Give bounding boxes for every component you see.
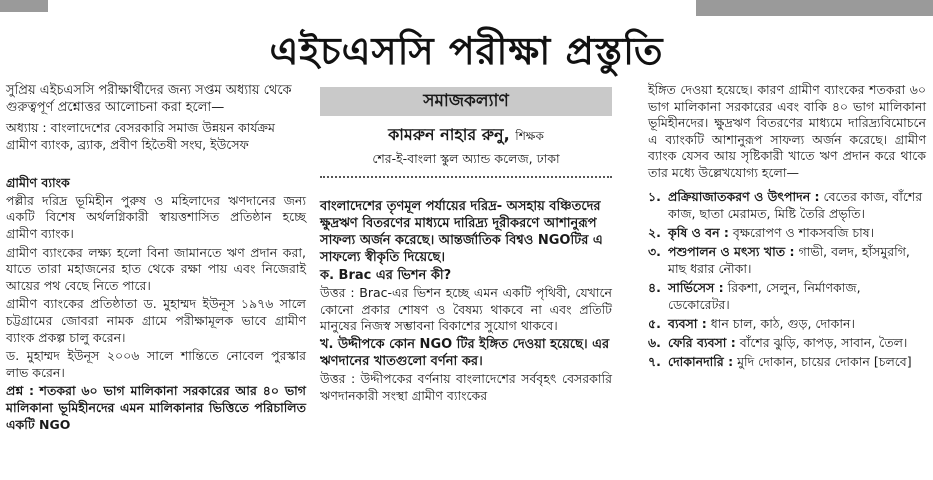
paragraph-2: গ্রামীণ ব্যাংকের লক্ষ্য হলো বিনা জামানতে ঋণ প্রদান করা, যাতে তারা মহাজনের হাত থেকে রক্ষা পায় এবং নিজেরাই আয়ের পথ বেছে নিতে পারে। [6, 244, 306, 293]
question-paragraph [6, 383, 306, 433]
answer-continuation: ইঙ্গিত দেওয়া হয়েছে। কারণ গ্রামীণ ব্যাংকের শতকরা ৬০ ভাগ মালিকানা সরকারের এবং বাকি ৪০ ভাগ মালিকানা ভূমিহীনদের। ক্ষুদ্রঋণ বিতরণের মাধ্যমে দারিদ্র্যবিমোচনে এ ব্যাংকটি আশানুরূপ সাফল্য অর্জন করেছে। গ্রামীণ ব্যাংক যেসব আয় সৃষ্টিকারী খাতে ঋণ প্রদান করে থাকে তার মধ্যে উল্লেখযোগ্য হলো— [648, 82, 926, 180]
paragraph-3: গ্রামীণ ব্যাংকের প্রতিষ্ঠাতা ড. মুহাম্মদ ইউনূস ১৯৭৬ সালে চট্টগ্রামের জোবরা নামক গ্রামে পরীক্ষামূলক ভাবে গ্রামীণ ব্যাংক প্রকল্প চালু করেন। [6, 296, 306, 345]
paragraph-1: পল্লীর দরিদ্র ভূমিহীন পুরুষ ও মহিলাদের ঋণদানের জন্য একটি বিশেষ অর্থলগ্নিকারী স্বায়ত্তশাসিত প্রতিষ্ঠান হচ্ছে গ্রামীণ ব্যাংক। [6, 192, 306, 241]
right-column [648, 82, 926, 372]
intro-text: সুপ্রিয় এইচএসসি পরীক্ষার্থীদের জন্য সপ্তম অধ্যায় থেকে গুরুত্বপূর্ণ প্রশ্নোত্তর আলোচনা করা হলো— [6, 83, 292, 115]
answer-ka: উত্তর : Brac-এর ভিশন হচ্ছে এমন একটি পৃথিবী, যেখানে কোনো প্রকার শোষণ ও বৈষম্য থাকবে না এবং প্রতিটি মানুষের নিজস্ব সম্ভাবনা বিকাশের সুযোগ থাকবে। [320, 285, 612, 334]
author-line [320, 124, 612, 147]
page-title: এইচএসসি পরীক্ষা প্রস্তুতি [269, 28, 664, 73]
list-item: ৩. পশুপালন ও মৎস্য খাত : গাভী, বলদ, হাঁসমুরগি, মাছ ধরার নৌকা। [648, 243, 910, 276]
list-item: ৭. দোকানদারি : মুদি দোকান, চায়ের দোকান [চলবে] [648, 353, 912, 369]
author-name: কামরুন নাহার রুনু, [388, 125, 510, 144]
question-kha: খ. উদ্দীপকে কোন NGO টির ইঙ্গিত দেওয়া হয়েছে। এর ঋণদানের খাতগুলো বর্ণনা কর। [320, 336, 610, 369]
question-text: শতকরা ৬০ ভাগ মালিকানা সরকারের আর ৪০ ভাগ মালিকানা ভূমিহীনদের এমন মালিকানার ভিত্তিতে পরিচালিত একটি NGO [6, 383, 306, 432]
header-decoration-right [696, 0, 933, 16]
subject-banner: সমাজকল্যাণ [320, 87, 612, 116]
list-item: ২. কৃষি ও বন : বৃক্ষরোপণ ও শাকসবজি চাষ। [648, 224, 875, 240]
loan-sector-list [648, 188, 926, 370]
left-column [6, 82, 306, 435]
school-name: শের-ই-বাংলা স্কুল অ্যান্ড কলেজ, ঢাকা [372, 151, 560, 166]
question-label: প্রশ্ন : [6, 383, 35, 399]
list-item: ১. প্রক্রিয়াজাতকরণ ও উৎপাদন : বেতের কাজ, বাঁশের কাজ, ছাতা মেরামত, মিষ্টি তৈরি প্রভৃতি। [648, 188, 923, 221]
answer-kha: উত্তর : উদ্দীপকের বর্ণনায় বাংলাদেশের সর্ববৃহৎ বেসরকারি ঋণদানকারী সংস্থা গ্রামীণ ব্যাংকের [320, 371, 612, 403]
list-item: ৪. সার্ভিসেস : রিকশা, সেলুন, নির্মাণকাজ, ডেকোরেটর। [648, 279, 861, 312]
list-item: ৬. ফেরি ব্যবসা : বাঁশের ঝুড়ি, কাপড়, সাবান, তৈল। [648, 334, 908, 350]
stimulus-text: বাংলাদেশের তৃণমূল পর্যায়ের দরিদ্র- অসহায় বঞ্চিতদের ক্ষুদ্রঋণ বিতরণের মাধ্যমে দারিদ্র্য দূরীকরণে আশানুরূপ সাফল্য অর্জন করেছে। আন্তর্জাতিক বিশ্বও NGOটির এ সাফল্যে স্বীকৃতি দিয়েছে। [320, 198, 603, 265]
paragraph-4: ড. মুহাম্মদ ইউনূস ২০০৬ সালে শান্তিতে নোবেল পুরস্কার লাভ করেন। [6, 348, 306, 380]
author-role: শিক্ষক [515, 129, 544, 143]
middle-column [320, 87, 612, 406]
question-ka: ক. Brac এর ভিশন কী? [320, 267, 452, 283]
list-item: ৫. ব্যবসা : ধান চাল, কাঠ, গুড়, দোকান। [648, 315, 855, 331]
section-heading: গ্রামীণ ব্যাংক [6, 175, 70, 191]
chapter-text: অধ্যায় : বাংলাদেশের বেসরকারি সমাজ উন্নয়ন কার্যক্রম গ্রামীণ ব্যাংক, ব্র্যাক, প্রবীণ হিতৈষী সংঘ, ইউসেফ [6, 120, 275, 152]
header-decoration-left [0, 0, 48, 12]
dotted-divider [320, 176, 612, 178]
